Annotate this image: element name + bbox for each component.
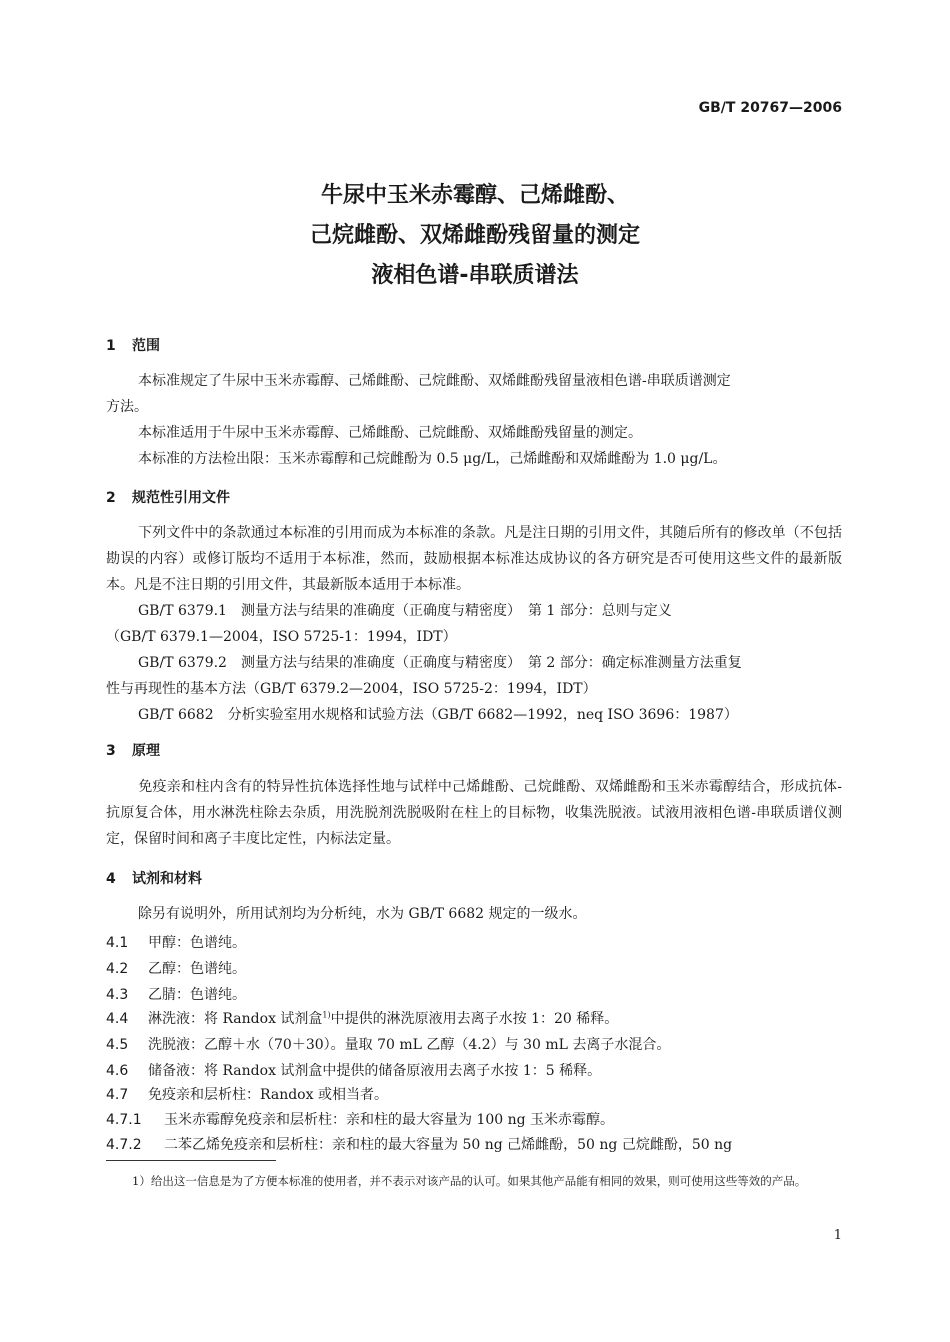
paragraph [106, 520, 842, 598]
paragraph-continuation: 方法。 [106, 399, 148, 415]
paragraph [106, 446, 842, 472]
list-item [106, 932, 246, 952]
section-title: 规范性引用文件 [132, 490, 230, 506]
paragraph [106, 901, 842, 927]
section-heading-scope [106, 335, 160, 355]
reference-continuation: （GB/T 6379.1—2004，ISO 5725-1：1994，IDT） [106, 629, 457, 645]
reference-entry [106, 702, 842, 728]
paragraph-text: 下列文件中的条款通过本标准的引用而成为本标准的条款。凡是注日期的引用文件，其随后所有的修改单（不包括勘误的内容）或修订版均不适用于本标准，然而，鼓励根据本标准达成协议的各方研究是否可使用这些文件的最新版本。凡是不注日期的引用文件，其最新版本适用于本标准。 [106, 525, 842, 593]
list-item [106, 1084, 388, 1104]
section-title: 范围 [132, 338, 160, 354]
item-number: 4.7 [106, 1087, 129, 1103]
section-heading-reagents [106, 868, 202, 888]
section-number: 1 [106, 338, 116, 354]
paragraph [106, 420, 842, 446]
paragraph-text: 本标准的方法检出限：玉米赤霉醇和己烷雌酚为 0.5 μg/L，己烯雌酚和双烯雌酚为 1.0 μg/L。 [138, 451, 727, 467]
reference-text: GB/T 6379.2 测量方法与结果的准确度（正确度与精密度） 第 2 部分：确定标准测量方法重复 [138, 655, 742, 671]
reference-entry [106, 650, 842, 676]
section-title: 原理 [132, 743, 160, 759]
item-number: 4.2 [106, 961, 129, 977]
section-heading-normative-references [106, 487, 230, 507]
footnote: 1）给出这一信息是为了方便本标准的使用者，并不表示对该产品的认可。如果其他产品能有相同的效果，则可使用这些等效的产品。 [132, 1174, 807, 1188]
section-heading-principle [106, 740, 160, 760]
list-item [106, 958, 246, 978]
item-text: 乙腈：色谱纯。 [148, 987, 246, 1003]
item-text-continued: 中提供的淋洗原液用去离子水按 1：20 稀释。 [330, 1011, 619, 1027]
reference-text: GB/T 6682 分析实验室用水规格和试验方法（GB/T 6682—1992，neq ISO 3696：1987） [138, 707, 738, 723]
item-text: 储备液：将 Randox 试剂盒中提供的储备原液用去离子水按 1：5 稀释。 [148, 1063, 602, 1079]
list-item [106, 984, 246, 1004]
list-item [106, 1034, 670, 1054]
item-number: 4.1 [106, 935, 129, 951]
item-text: 二苯乙烯免疫亲和层析柱：亲和柱的最大容量为 50 ng 己烯雌酚，50 ng 己烷雌酚，50 ng [164, 1137, 733, 1153]
footnote-marker: 1) [322, 1010, 331, 1020]
paragraph-text: 本标准适用于牛尿中玉米赤霉醇、己烯雌酚、己烷雌酚、双烯雌酚残留量的测定。 [138, 425, 642, 441]
item-text: 免疫亲和层析柱：Randox 或相当者。 [148, 1087, 388, 1103]
item-text: 乙醇：色谱纯。 [148, 961, 246, 977]
item-text: 洗脱液：乙醇＋水（70＋30）。量取 70 mL 乙醇（4.2）与 30 mL 去离子水混合。 [148, 1037, 671, 1053]
list-item [106, 1060, 601, 1080]
item-number: 4.6 [106, 1063, 129, 1079]
item-number: 4.5 [106, 1037, 129, 1053]
item-number: 4.3 [106, 987, 129, 1003]
list-item [106, 1134, 732, 1154]
page-number: 1 [833, 1228, 842, 1243]
document-title-line-2: 己烷雌酚、双烯雌酚残留量的测定 [309, 223, 640, 248]
item-number: 4.7.2 [106, 1137, 142, 1153]
item-text: 甲醇：色谱纯。 [148, 935, 246, 951]
section-number: 3 [106, 743, 116, 759]
item-number: 4.4 [106, 1011, 129, 1027]
list-item [106, 1109, 614, 1129]
paragraph-text: 免疫亲和柱内含有的特异性抗体选择性地与试样中己烯雌酚、己烷雌酚、双烯雌酚和玉米赤霉醇结合，形成抗体-抗原复合体，用水淋洗柱除去杂质，用洗脱剂洗脱吸附在柱上的目标物，收集洗脱液。试液用液相色谱-串联质谱仪测定，保留时间和离子丰度比定性，内标法定量。 [106, 779, 842, 847]
item-number: 4.7.1 [106, 1112, 142, 1128]
item-text: 玉米赤霉醇免疫亲和层析柱：亲和柱的最大容量为 100 ng 玉米赤霉醇。 [164, 1112, 615, 1128]
section-number: 4 [106, 871, 116, 887]
item-text: 淋洗液：将 Randox 试剂盒 [148, 1011, 323, 1027]
section-title: 试剂和材料 [132, 871, 202, 887]
reference-entry [106, 598, 842, 624]
paragraph [106, 774, 842, 852]
paragraph [106, 368, 842, 394]
reference-continuation: 性与再现性的基本方法（GB/T 6379.2—2004，ISO 5725-2：1994，IDT） [106, 681, 597, 697]
standard-number: GB/T 20767—2006 [698, 100, 842, 116]
section-number: 2 [106, 490, 116, 506]
paragraph-text: 本标准规定了牛尿中玉米赤霉醇、己烯雌酚、己烷雌酚、双烯雌酚残留量液相色谱-串联质谱测定 [138, 373, 731, 389]
document-title-line-1: 牛尿中玉米赤霉醇、己烯雌酚、 [320, 183, 629, 208]
document-title-line-3: 液相色谱-串联质谱法 [371, 263, 579, 288]
list-item [106, 1008, 618, 1028]
reference-text: GB/T 6379.1 测量方法与结果的准确度（正确度与精密度） 第 1 部分：总则与定义 [138, 603, 672, 619]
paragraph-text: 除另有说明外，所用试剂均为分析纯，水为 GB/T 6682 规定的一级水。 [138, 906, 587, 922]
footnote-divider [106, 1160, 276, 1161]
